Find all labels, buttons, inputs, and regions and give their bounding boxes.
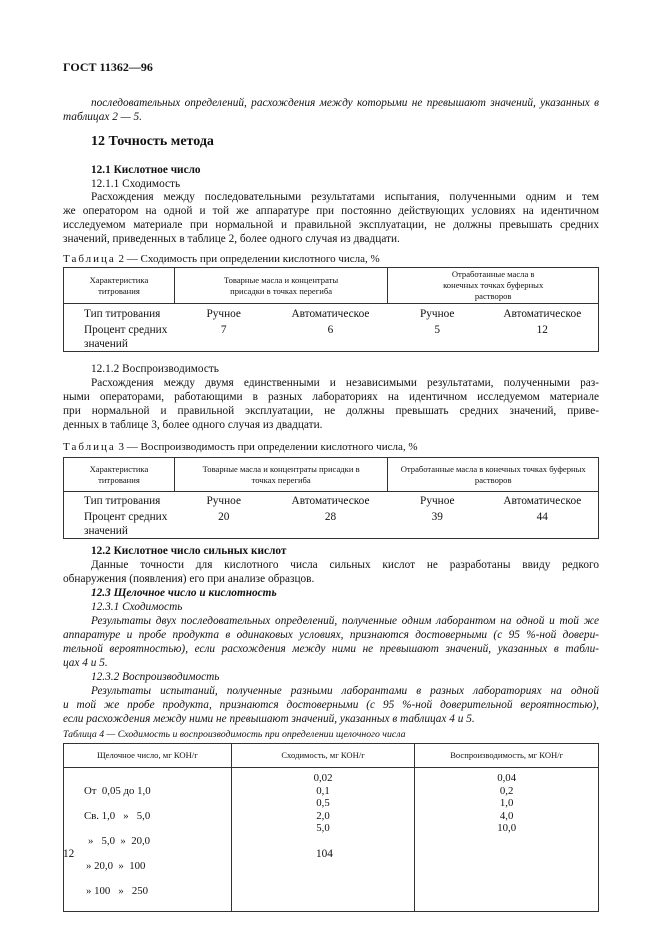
paragraph-line: же оператором на одной и той же аппаратуре при постоянно действующих условиях на идентичном [63, 205, 599, 217]
paragraph-line: если расхождения между ними не превышают значений, указанных в таблицах 4 и 5. [63, 713, 475, 725]
page-number-center: 104 [316, 848, 333, 860]
table-header-cell: Воспроизводимость, мг КОН/г [415, 744, 599, 768]
paragraph-line: при нормальной и правильной эксплуатации, не должны превышать средних значений, приве- [63, 405, 599, 417]
paragraph-line: ными операторами, работающими в разных лабораториях на идентичном исследуемом материале [63, 391, 599, 403]
table-cell: Автоматическое 28 [273, 492, 388, 539]
paragraph-line: обнаружения (появления) его при анализе образцов. [63, 573, 315, 585]
paragraph-line: Результаты двух последовательных определений, полученные одним лаборантом на одной и той же [91, 615, 599, 627]
table-cell: Ручное 5 [388, 304, 487, 352]
paragraph-line: исследуемом материале при нормальной и правильной эксплуатации, не должны превышать средних [63, 219, 599, 231]
table-4-caption: Таблица 4 — Сходимость и воспроизводимость при определении щелочного числа [63, 729, 406, 740]
paragraph-line: Расхождения между последовательными результатами испытания, полученными одним и тем [91, 191, 599, 203]
paragraph-line: и той же пробе продукта, признаются достоверными (с 95 %-ной доверительной вероятностью), [63, 699, 599, 711]
table-cell: Ручное 20 [174, 492, 273, 539]
intro-line-2: таблицах 2 — 5. [63, 111, 143, 123]
table-header-cell: Отработанные масла в конечных точках буферных растворов [388, 268, 599, 304]
table-4 [63, 743, 599, 912]
section-12-1-title: 12.1 Кислотное число [91, 164, 201, 176]
paragraph-line: Данные точности для кислотного числа сильных кислот не разработаны ввиду редкого [91, 559, 599, 571]
table-header-cell: Характеристика титрования [64, 458, 175, 492]
repeatability-column: 0,02 0,1 0,5 2,0 5,0 [231, 768, 415, 912]
table-header-cell: Отработанные масла в конечных точках буферных растворов [388, 458, 599, 492]
table-row-label: Тип титрования Процент средних значений [64, 492, 175, 539]
table-cell: Автоматическое 44 [487, 492, 599, 539]
paragraph-line: аппаратуре и пробе продукта в одинаковых условиях, признаются достоверными (с 95 %-ной довери- [63, 629, 599, 641]
table-cell: Автоматическое 12 [487, 304, 599, 352]
paragraph-line: цах 4 и 5. [63, 657, 108, 669]
section-12-3-1-title: 12.3.1 Сходимость [91, 601, 183, 613]
section-12-3-title: 12.3 Щелочное число и кислотность [91, 587, 277, 599]
table-header-cell: Щелочное число, мг КОН/г [64, 744, 232, 768]
intro-line-1: последовательных определений, расхождения между которыми не превышают значений, указанных в [91, 97, 599, 109]
table-cell: Ручное 7 [174, 304, 273, 352]
table-header-cell: Товарные масла и концентраты присадки в точках перегиба [174, 268, 387, 304]
table-row-label: Тип титрования Процент средних значений [64, 304, 175, 352]
table-cell: Ручное 39 [388, 492, 487, 539]
section-12-1-2-title: 12.1.2 Воспроизводимость [91, 363, 219, 375]
table-3-caption: Таблица 3 — Воспроизводимость при определении кислотного числа, % [63, 441, 418, 453]
document-id: ГОСТ 11362—96 [63, 60, 153, 74]
section-12-1-1-title: 12.1.1 Сходимость [91, 178, 181, 190]
paragraph-line: денных в таблице 3, более одного случая из двадцати. [63, 419, 323, 431]
section-12-3-2-title: 12.3.2 Воспроизводимость [91, 671, 220, 683]
table-2-caption: Таблица 2 — Сходимость при определении кислотного числа, % [63, 253, 380, 265]
table-header-cell: Товарные масла и концентраты присадки в точках перегиба [174, 458, 388, 492]
alkaline-range-column: От 0,05 до 1,0 Св. 1,0 » 5,0 » 5,0 » 20,0 » 20,0 » 100 » 100 » 250 [64, 768, 232, 912]
table-header-cell: Сходимость, мг КОН/г [231, 744, 415, 768]
paragraph-line: тельной вероятностью), если расхождения между ними не превышают значений, указанных в табли- [63, 643, 599, 655]
reproducibility-column: 0,04 0,2 1,0 4,0 10,0 [415, 768, 599, 912]
paragraph-line: значений, приведенных в таблице 2, более одного случая из двадцати. [63, 233, 400, 245]
section-12-title: 12 Точность метода [91, 134, 214, 149]
table-3 [63, 457, 599, 539]
table-cell: Автоматическое 6 [273, 304, 388, 352]
page-number-left: 12 [63, 848, 75, 860]
table-header-cell: Характеристика титрования [64, 268, 175, 304]
table-2 [63, 267, 599, 352]
paragraph-line: Расхождения между двумя единственными и независимыми результатами, полученными раз- [91, 377, 599, 389]
paragraph-line: Результаты испытаний, полученные разными лаборантами в разных лабораториях на одной [91, 685, 599, 697]
section-12-2-title: 12.2 Кислотное число сильных кислот [91, 545, 287, 557]
